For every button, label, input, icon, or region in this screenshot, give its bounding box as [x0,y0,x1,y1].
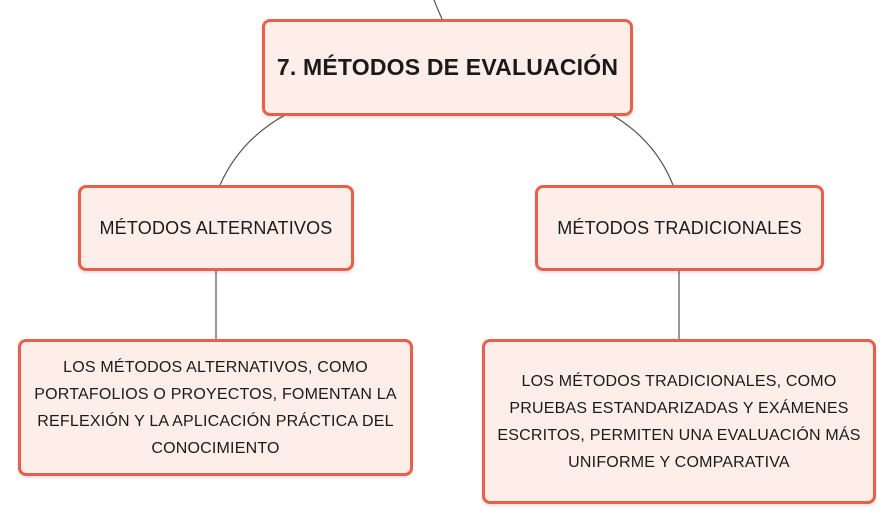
connector-parent-to-root [434,0,442,19]
detail-line: LOS MÉTODOS ALTERNATIVOS, COMO [63,358,368,376]
detail-text-tradicionales [497,368,860,476]
detail-node-alternativos[interactable] [18,339,413,476]
connector-root-to-tradicionales [612,115,673,185]
root-node[interactable] [262,19,633,116]
branch-node-tradicionales[interactable] [535,185,824,271]
detail-line: LOS MÉTODOS TRADICIONALES, COMO [521,372,837,390]
detail-line: PORTAFOLIOS O PROYECTOS, FOMENTAN LA [34,385,397,403]
detail-line: REFLEXIÓN Y LA APLICACIÓN PRÁCTICA DEL [37,412,394,430]
detail-line: CONOCIMIENTO [151,439,280,457]
root-title: 7. MÉTODOS DE EVALUACIÓN [276,54,619,80]
detail-line: PRUEBAS ESTANDARIZADAS Y EXÁMENES [509,399,849,417]
connector-root-to-alternativos [220,115,285,185]
detail-text-alternativos [34,354,397,462]
detail-node-tradicionales[interactable] [482,339,876,504]
detail-line: ESCRITOS, PERMITEN UNA EVALUACIÓN MÁS [497,426,861,444]
branch-title-tradicionales: MÉTODOS TRADICIONALES [557,217,802,238]
branch-node-alternativos[interactable] [78,185,354,271]
branch-title-alternativos: MÉTODOS ALTERNATIVOS [99,217,333,238]
detail-line: UNIFORME Y COMPARATIVA [568,453,790,471]
